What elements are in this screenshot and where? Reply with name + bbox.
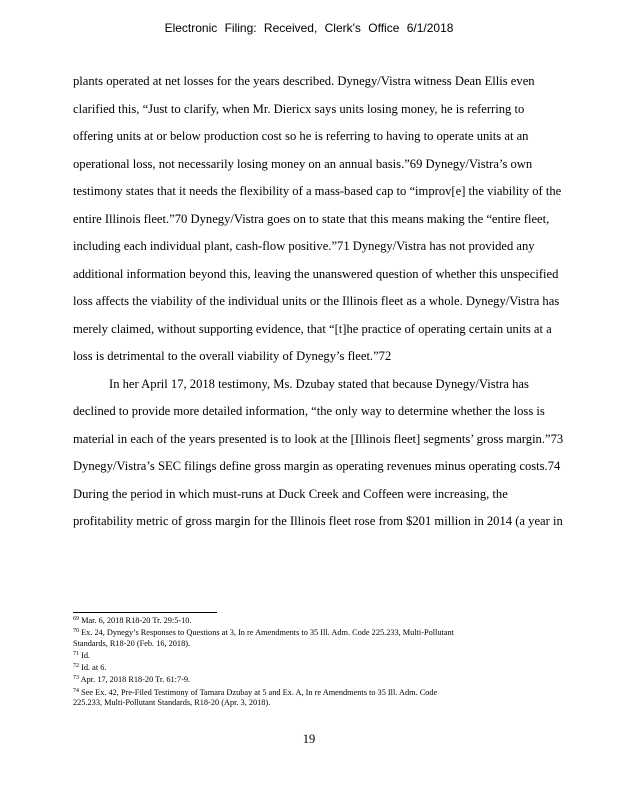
footnote-text: Ex. 24, Dynegy’s Responses to Questions at 3, In re Amendments to 35 Ill. Adm. Code 225.233, Multi-Pollutant — [81, 628, 454, 638]
page-number: 19 — [302, 732, 316, 746]
footnote-text: Apr. 17, 2018 R18-20 Tr. 61:7-9. — [80, 675, 191, 685]
body-line: offering units at or below production cost so he is referring to having to operate units at an — [73, 129, 529, 143]
footnote-number: 69 — [73, 616, 79, 622]
footnote-text: Id. at 6. — [81, 663, 107, 673]
body-line: merely claimed, without supporting evidence, that “[t]he practice of operating certain units at a — [73, 321, 552, 336]
footnote-text: Standards, R18-20 (Feb. 16, 2018). — [73, 638, 191, 648]
body-line: testimony states that it needs the flexibility of a mass-based cap to “improv[e] the viability of the — [73, 184, 562, 198]
body-line: operational loss, not necessarily losing money on an annual basis.”69 Dynegy/Vistra’s own — [73, 156, 533, 171]
footnote-text: Mar. 6, 2018 R18-20 Tr. 29:5-10. — [81, 616, 192, 625]
footnote-number: 74 — [73, 687, 79, 694]
footnote — [73, 673, 573, 685]
footnote — [73, 614, 573, 626]
body-line: loss is detrimental to the overall viability of Dynegy’s fleet.”72 — [73, 349, 392, 363]
body-line: additional information beyond this, leaving the unanswered question of whether this unspecified — [73, 266, 559, 281]
footnote-number: 71 — [73, 650, 79, 657]
filing-header: Electronic Filing: Received, Clerk's Office 6/1/2018 — [164, 21, 454, 35]
footnote-number: 73 — [73, 675, 79, 682]
body-line: loss affects the viability of the individual units or the Illinois fleet as a whole. Dynegy/Vistra has — [73, 294, 560, 308]
footnote — [73, 626, 573, 638]
footnote-number: 70 — [73, 628, 79, 635]
footnote-number: 72 — [73, 663, 79, 670]
body-line: plants operated at net losses for the years described. Dynegy/Vistra witness Dean Ellis even — [73, 74, 535, 88]
footnote — [73, 639, 573, 649]
body-line: including each individual plant, cash-flow positive.”71 Dynegy/Vistra has not provided any — [73, 239, 535, 253]
body-line: During the period in which must-runs at Duck Creek and Coffeen were increasing, the — [73, 486, 508, 501]
body-line: entire Illinois fleet.”70 Dynegy/Vistra goes on to state that this means making the “entire fleet, — [73, 211, 550, 226]
body-line: declined to provide more detailed information, “the only way to determine whether the loss is — [73, 404, 545, 418]
footnote — [73, 661, 573, 673]
body-line: material in each of the years presented is to look at the [Illinois fleet] segments’ gross margin.”73 — [73, 431, 564, 446]
footnote-text: 225.233, Multi-Pollutant Standards, R18-20 (Apr. 3, 2018). — [73, 698, 271, 708]
footnote-text: Id. — [81, 650, 91, 660]
footnote-divider — [73, 612, 217, 613]
footnotes — [73, 614, 573, 708]
footnote — [73, 698, 573, 708]
body-line: profitability metric of gross margin for the Illinois fleet rose from $201 million in 2014 (a year in — [73, 514, 563, 528]
footnote — [73, 686, 573, 698]
body-text — [73, 68, 573, 536]
body-line: clarified this, “Just to clarify, when Mr. Diericx says units losing money, he is referring to — [73, 101, 525, 116]
footnote-text: See Ex. 42, Pre-Filed Testimony of Tamara Dzubay at 5 and Ex. A, In re Amendments to 35 Ill. Adm. Code — [81, 687, 438, 697]
footnote — [73, 649, 573, 661]
body-line: In her April 17, 2018 testimony, Ms. Dzubay stated that because Dynegy/Vistra has — [109, 376, 529, 391]
body-line: Dynegy/Vistra’s SEC filings define gross margin as operating revenues minus operating costs.74 — [73, 459, 561, 473]
